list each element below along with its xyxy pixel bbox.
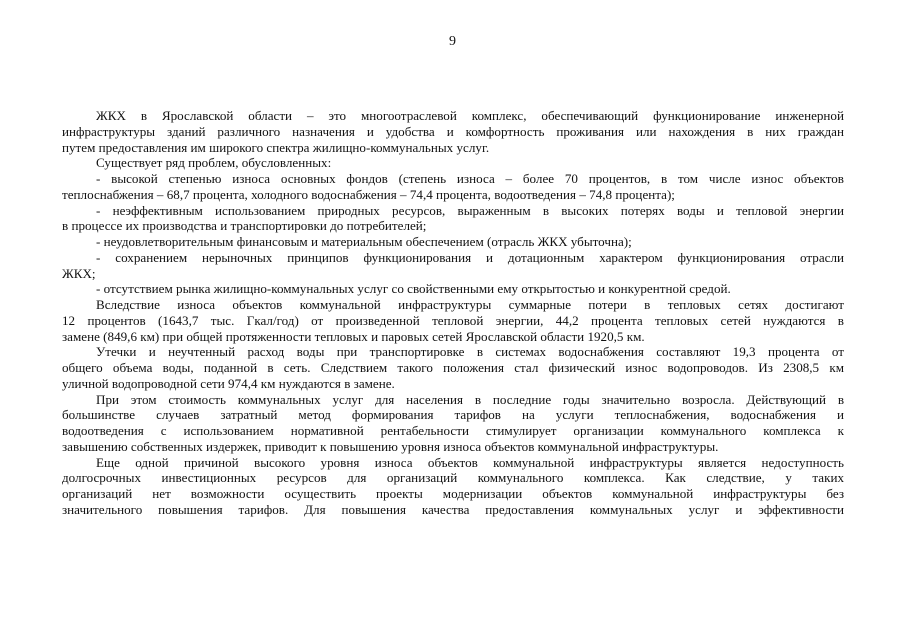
text-line: замене (849,6 км) при общей протяженности тепловых и паровых сетей Ярославской области 1920,5 км.: [62, 328, 645, 344]
text-line: - сохранением нерыночных принципов функционирования и дотационным характером функционирования отрасли: [96, 249, 844, 265]
text-line: организаций нет возможности осуществить проекты модернизации объектов коммунальной инфраструктуры без: [62, 486, 844, 501]
text-line: ЖКХ;: [62, 265, 96, 281]
text-line: путем предоставления им широкого спектра жилищно-коммунальных услуг.: [62, 139, 490, 155]
text-line: завышению собственных издержек, приводит к повышению уровня износа объектов коммунальной инфраструктуры.: [62, 438, 719, 454]
text-line: Утечки и неучтенный расход воды при транспортировке в системах водоснабжения составляют 19,3 процента от: [96, 344, 844, 360]
text-line: уличной водопроводной сети 974,4 км нуждаются в замене.: [62, 375, 395, 391]
text-line: значительного повышения тарифов. Для повышения качества предоставления коммунальных услуг и эффективности: [62, 501, 844, 517]
text-line: При этом стоимость коммунальных услуг для населения в последние годы значительно возросла. Действующий в: [96, 391, 844, 407]
text-line: водоотведения с использованием нормативной рентабельности стимулирует организации коммунального комплекса к: [62, 423, 844, 438]
text-line: 12 процентов (1643,7 тыс. Гкал/год) от произведенной тепловой энергии, 44,2 процента тепловых сетей нуждаются в: [62, 312, 844, 328]
text-line: - неэффективным использованием природных ресурсов, выраженным в высоких потерях воды и тепловой энергии: [96, 202, 844, 218]
text-line: теплоснабжения – 68,7 процента, холодного водоснабжения – 74,4 процента, водоотведения – 74,8 процента);: [62, 186, 675, 202]
text-line: общего объема воды, поданной в сеть. Следствием такого положения стал физический износ водопроводов. Из 2308,5 км: [62, 360, 844, 375]
text-line: Вследствие износа объектов коммунальной инфраструктуры суммарные потери в тепловых сетях достигают: [96, 297, 844, 312]
text-line: долгосрочных инвестиционных ресурсов для организаций коммунального комплекса. Как следствие, у таких: [62, 470, 844, 486]
text-line: ЖКХ в Ярославской области – это многоотраслевой комплекс, обеспечивающий функционирование инженерной: [96, 108, 844, 123]
text-line: большинстве случаев затратный метод формирования тарифов на услуги теплоснабжения, водоснабжения и: [62, 407, 844, 423]
text-line: - отсутствием рынка жилищно-коммунальных услуг со свойственными ему открытостью и конкурентной средой.: [96, 281, 731, 297]
text-line: - высокой степенью износа основных фондов (степень износа – более 70 процентов, в том числе износ объектов: [96, 171, 844, 186]
text-line: инфраструктуры зданий различного назначения и удобства и комфортность проживания или нахождения в них граждан: [62, 123, 844, 139]
document-body: [62, 108, 844, 518]
text-line: Существует ряд проблем, обусловленных:: [96, 155, 332, 171]
text-line: Еще одной причиной высокого уровня износа объектов коммунальной инфраструктуры является недоступность: [96, 454, 844, 470]
text-line: в процессе их производства и транспортировки до потребителей;: [62, 218, 427, 234]
page-number: 9: [449, 34, 456, 49]
text-line: - неудовлетворительным финансовым и материальным обеспечением (отрасль ЖКХ убыточна);: [96, 234, 632, 249]
